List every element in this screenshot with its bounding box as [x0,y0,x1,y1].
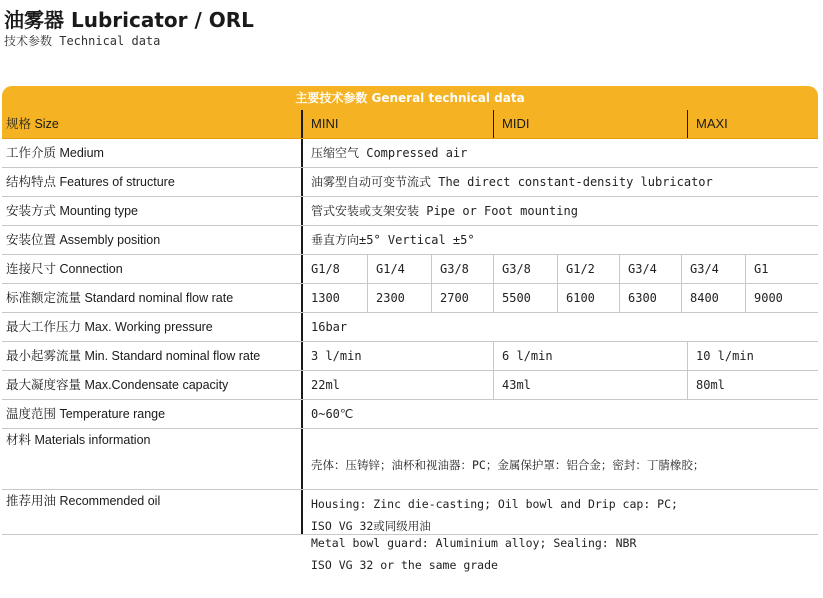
row-value: 压缩空气 Compressed air [311,146,468,160]
table-cell: 2700 [431,284,493,312]
table-cell: 3 l/min [311,349,362,363]
table-row-connection [2,255,818,284]
table-cell: 10 l/min [687,342,818,370]
table-cell: G3/8 [493,255,557,283]
row-label: 温度范围 Temperature range [2,400,303,428]
materials-line-2: Housing: Zinc die-casting; Oil bowl and Drip cap: PC; [311,497,678,511]
row-label: 结构特点 Features of structure [2,168,303,196]
row-label: 材料 Materials information [2,429,303,489]
table-cell: 5500 [493,284,557,312]
table-cell: 22ml [311,378,340,392]
materials-line-3: Metal bowl guard: Aluminium alloy; Sealing: NBR [311,536,637,550]
row-label: 最小起雾流量 Min. Standard nominal flow rate [2,342,303,370]
table-row-temperature [2,400,818,429]
table-cell: G1/8 [311,262,340,276]
table-row-position [2,226,818,255]
table-row-pressure [2,313,818,342]
table-cell: G3/4 [619,255,681,283]
table-banner: 主要技术参数 General technical data [2,86,818,110]
row-label: 最大凝度容量 Max.Condensate capacity [2,371,303,399]
row-value: 16bar [311,320,348,334]
row-label: 安装位置 Assembly position [2,226,303,254]
table-cell: 1300 [311,291,340,305]
table-cell: G1/4 [367,255,431,283]
table-row-min-flow [2,342,818,371]
page-title: 油雾器 Lubricator / ORL [4,8,254,32]
table-row-structure [2,168,818,197]
size-midi: MIDI [493,110,687,138]
table-cell: G1/2 [557,255,619,283]
table-cell: 2300 [367,284,431,312]
row-value: 垂直方向±5° Vertical ±5° [311,233,475,247]
table-cell: 8400 [681,284,745,312]
table-cell: 6300 [619,284,681,312]
table-cell: G3/4 [681,255,745,283]
row-value: 油雾型自动可变节流式 The direct constant-density lubricator [311,175,713,189]
table-cell: G1 [745,255,818,283]
size-maxi: MAXI [687,110,818,138]
row-label: 工作介质 Medium [2,139,303,167]
size-mini: MINI [311,116,339,131]
row-label: 安装方式 Mounting type [2,197,303,225]
row-label: 最大工作压力 Max. Working pressure [2,313,303,341]
table-cell: 80ml [687,371,818,399]
size-label: 规格 Size [2,110,303,138]
oil-line-2: ISO VG 32 or the same grade [311,558,498,572]
table-row-medium [2,139,818,168]
page-subtitle: 技术参数 Technical data [4,34,161,48]
size-header-row [2,110,818,139]
row-label: 连接尺寸 Connection [2,255,303,283]
row-value: 0~60℃ [311,407,354,421]
table-row-condensate [2,371,818,400]
table-cell: 9000 [745,284,818,312]
materials-line-1: 壳体：压铸锌；油杯和视油器：PC；金属保护罩：铝合金；密封：丁腈橡胶； [311,458,705,472]
table-cell: G3/8 [431,255,493,283]
technical-data-table [2,86,818,572]
table-cell: 43ml [493,371,687,399]
row-value: 管式安装或支架安装 Pipe or Foot mounting [311,204,578,218]
row-label: 推荐用油 Recommended oil [2,490,303,534]
table-cell: 6 l/min [493,342,687,370]
table-row-mounting [2,197,818,226]
oil-line-1: ISO VG 32或同级用油 [311,519,431,533]
table-cell: 6100 [557,284,619,312]
table-row-flow [2,284,818,313]
row-label: 标准额定流量 Standard nominal flow rate [2,284,303,312]
